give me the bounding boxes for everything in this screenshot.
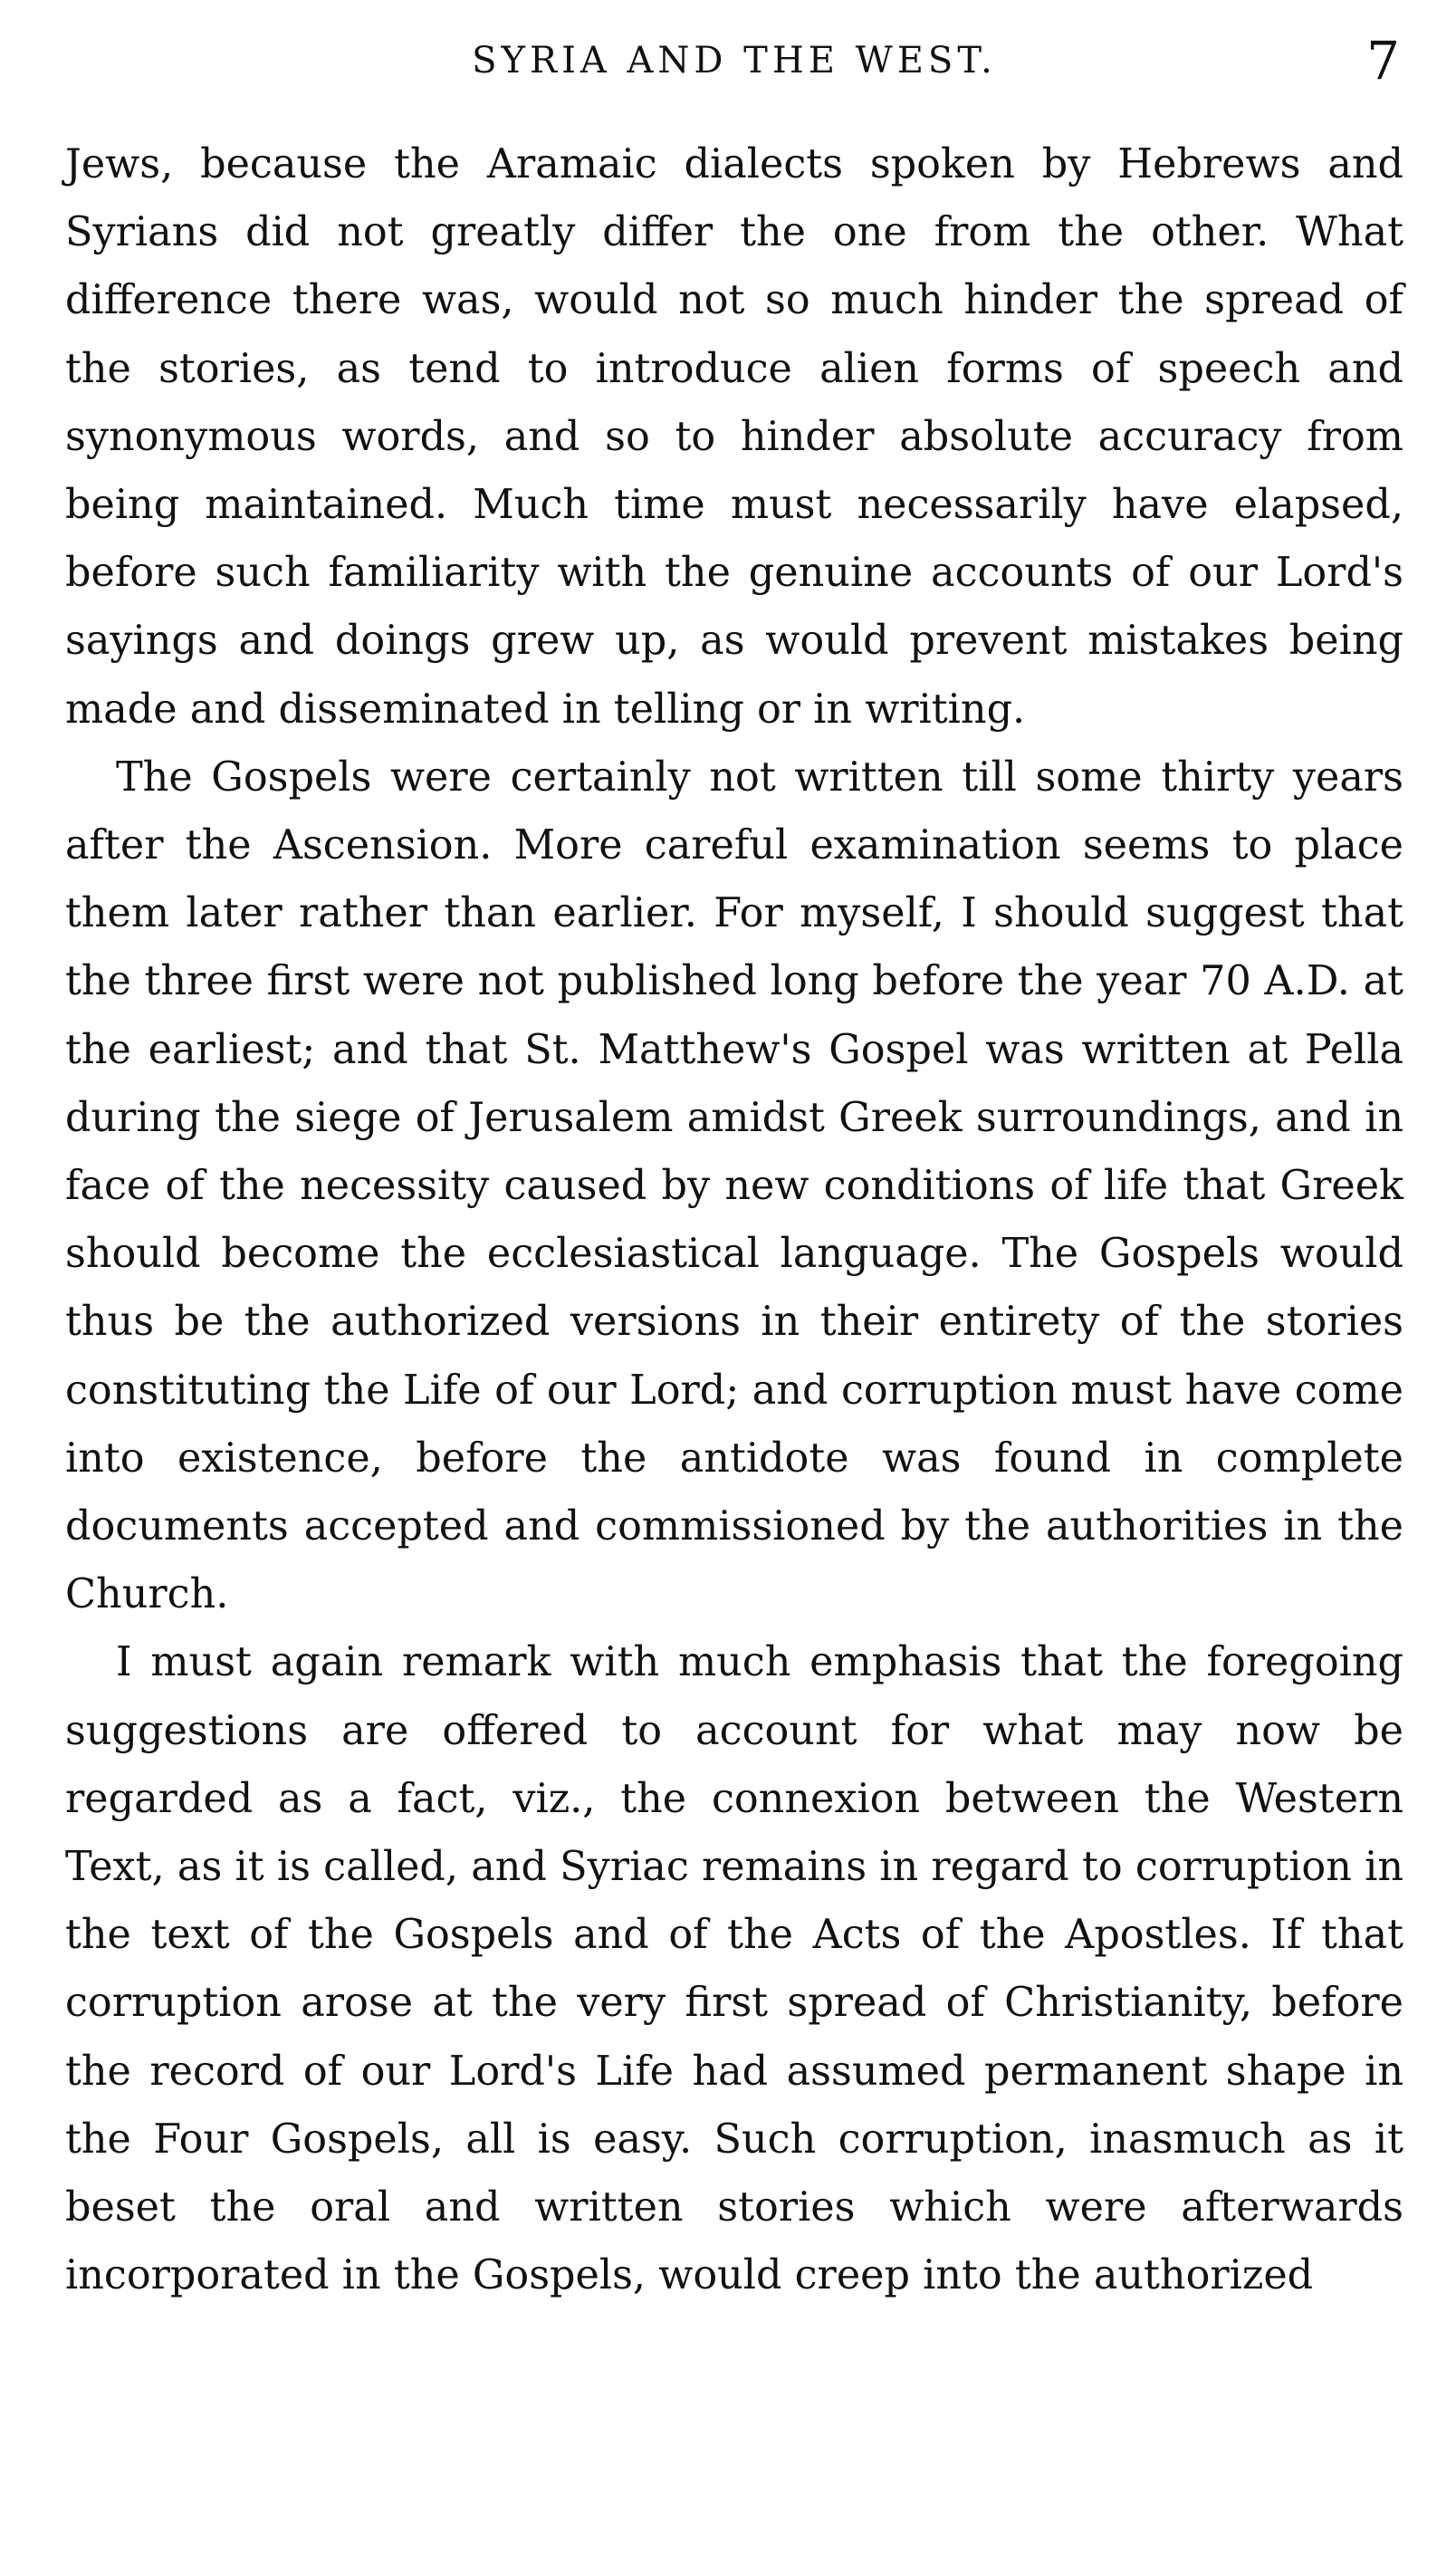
page-number: 7 [1366,30,1400,91]
paragraph-continued: Jews, because the Aramaic dialects spoken by Hebrews and Syrians did not greatly differ the one from the other. What difference there was, would not so much hinder the spread of the stories, as tend to introduce alien forms of speech and synonymous words, and so to hinder absolute accuracy from being maintained. Much time must necessarily have elapsed, before such familiarity with the genuine accounts of our Lord's sayings and doings grew up, as would prevent mistakes being made and disseminated in telling or in writing. [65,141,1403,733]
running-title: SYRIA AND THE WEST. [472,40,997,82]
page-header [65,27,1403,94]
paragraph-gospels-date: The Gospels were certainly not written till some thirty years after the Ascension. More careful examination seems to place them later rather than earlier. For myself, I should suggest that the three first were not published long before the year 70 A.D. at the earliest; and that St. Matthew's Gospel was written at Pella during the siege of Jerusalem amidst Greek surroundings, and in face of the necessity caused by new conditions of life that Greek should become the ecclesiastical language. The Gospels would thus be the authorized versions in their entirety of the stories constituting the Life of our Lord; and corruption must have come into existence, before the antidote was found in complete documents accepted and commissioned by the authorities in the Church. [65,753,1403,1618]
body-text [65,130,1403,2310]
paragraph-western-text: I must again remark with much emphasis that the foregoing suggestions are offered to account for what may now be regarded as a fact, viz., the connexion between the Western Text, as it is called, and Syriac remains in regard to corruption in the text of the Gospels and of the Acts of the Apostles. If that corruption arose at the very first spread of Christianity, before the record of our Lord's Life had assumed permanent shape in the Four Gospels, all is easy. Such corruption, inasmuch as it beset the oral and written stories which were afterwards incorporated in the Gospels, would creep into the authorized [65,1639,1403,2299]
